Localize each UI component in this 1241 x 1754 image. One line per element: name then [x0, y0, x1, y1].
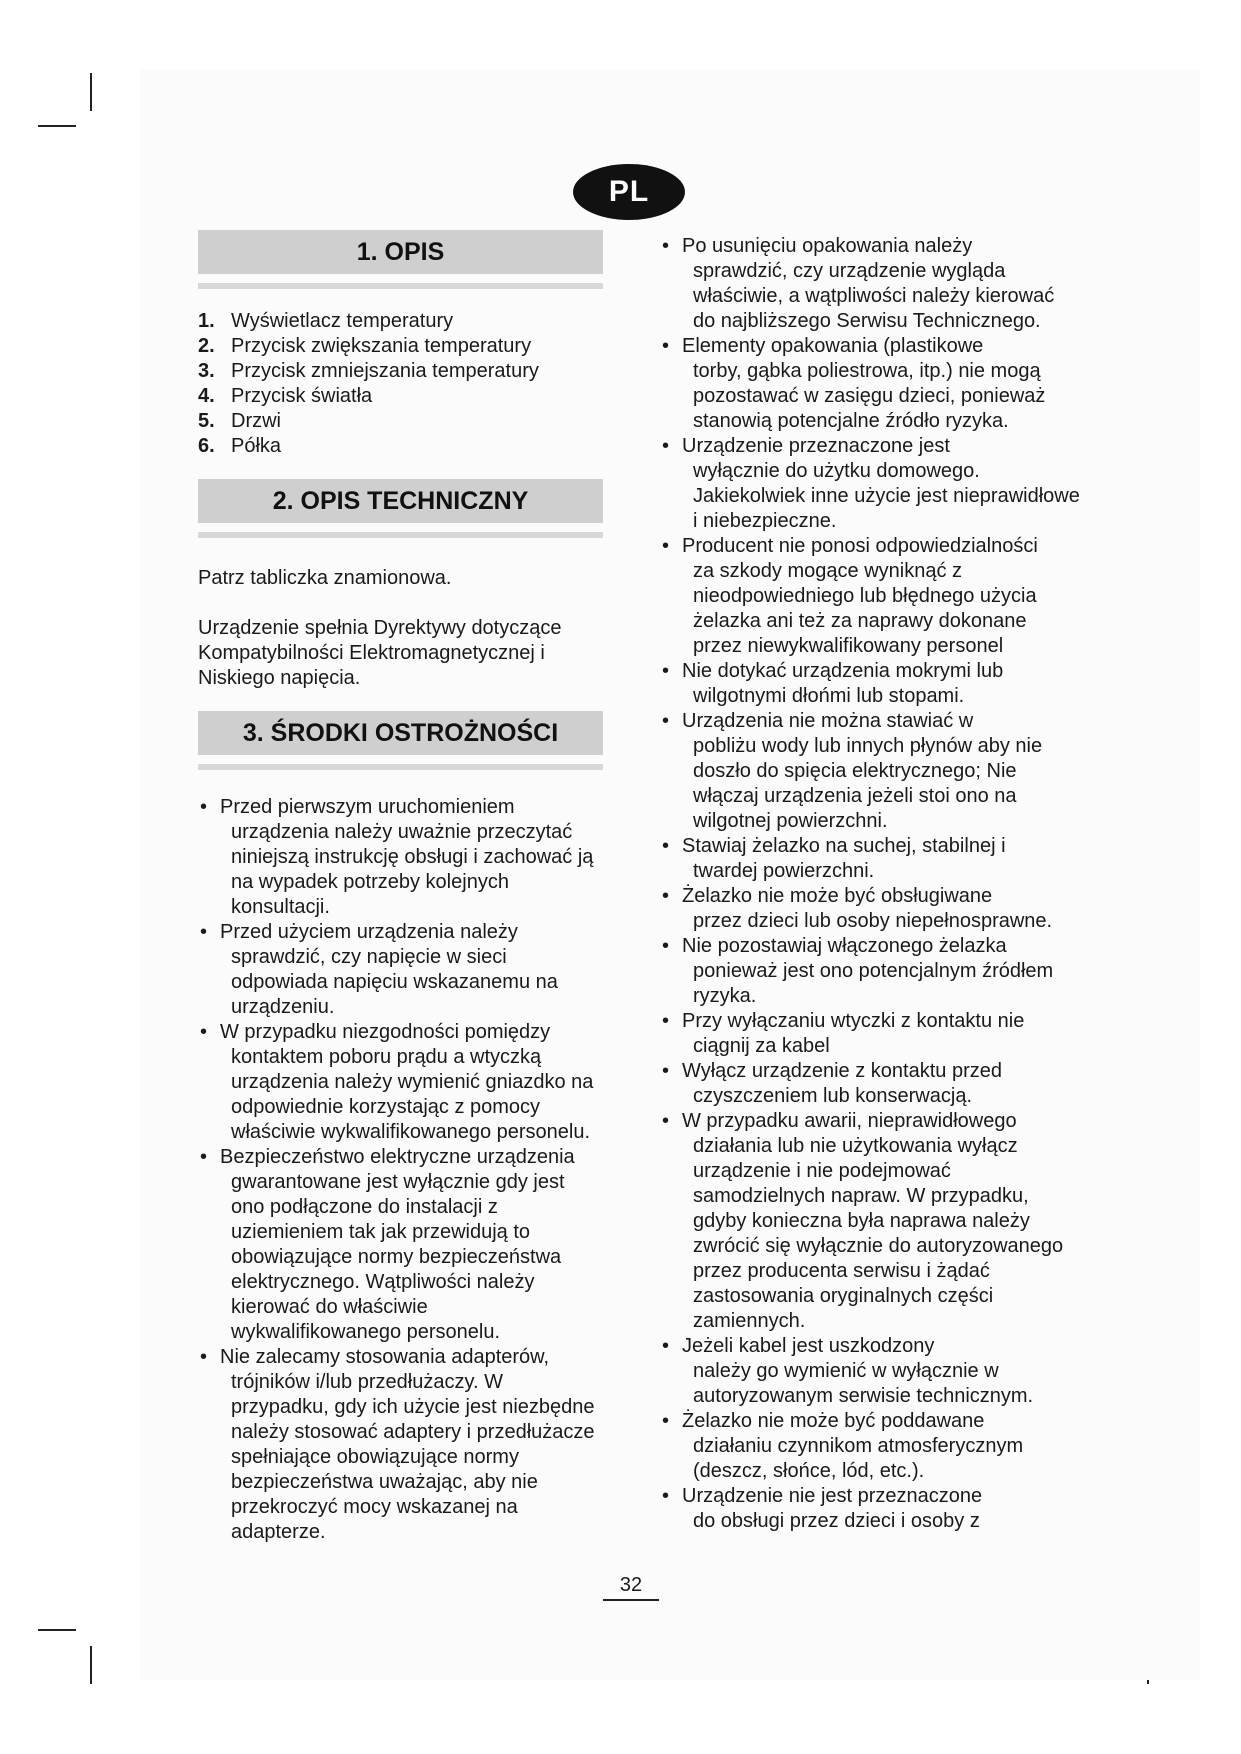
bullet-text: torby, gąbka poliestrowa, itp.) nie mogą pozostawać w zasięgu dzieci, ponieważ stanowią potencjalne źródło ryzyka. — [693, 360, 1046, 432]
list-item — [660, 1409, 1080, 1484]
list-item — [660, 434, 1080, 534]
list-item — [660, 709, 1080, 834]
section-divider — [198, 764, 603, 770]
bullet-text: działania lub nie użytkowania wyłącz urządzenie i nie podejmować samodzielnych napraw. W przypadku, gdyby konieczna była naprawa należy zwrócić się wyłącznie do autoryzowanego przez producenta serwisu i żądać zastosowania oryginalnych części zamiennych. — [693, 1135, 1064, 1332]
left-column — [198, 230, 603, 1545]
list-label: Drzwi — [231, 410, 281, 432]
directives-paragraph: Urządzenie spełnia Dyrektywy dotyczące Kompatybilności Elektromagnetycznej i Niskiego napięcia. — [198, 617, 562, 689]
bullet-text: kontaktem poboru prądu a wtyczką urządzenia należy wymienić gniazdko na odpowiednie korzystając z pomocy właściwie wykwalifikowanego personelu. — [231, 1046, 594, 1143]
section-divider — [198, 532, 603, 538]
list-item — [660, 1009, 1080, 1059]
bullet-text: przez dzieci lub osoby niepełnosprawne. — [693, 910, 1053, 932]
bullet-first-line: Nie dotykać urządzenia mokrymi lub — [682, 660, 1004, 682]
list-item — [198, 384, 603, 409]
bullet-text: wilgotnymi dłońmi lub stopami. — [693, 685, 965, 707]
parts-list — [198, 309, 603, 459]
bullet-first-line: Elementy opakowania (plastikowe — [682, 335, 984, 357]
list-label: Przycisk światła — [231, 385, 373, 407]
list-number: 2. — [198, 335, 215, 357]
bullet-text: sprawdzić, czy urządzenie wygląda właściwie, a wątpliwości należy kierować do najbliższego Serwisu Technicznego. — [693, 260, 1055, 332]
bullet-text: należy go wymienić w wyłącznie w autoryzowanym serwisie technicznym. — [693, 1360, 1034, 1407]
bullet-text: twardej powierzchni. — [693, 860, 875, 882]
list-item — [660, 1109, 1080, 1334]
bullet-first-line: W przypadku awarii, nieprawidłowego — [682, 1110, 1017, 1132]
list-item — [198, 309, 603, 334]
bullet-first-line: Urządzenia nie można stawiać w — [682, 710, 974, 732]
bullet-first-line: Przy wyłączaniu wtyczki z kontaktu nie — [682, 1010, 1025, 1032]
crop-mark — [38, 1629, 76, 1631]
list-item — [660, 884, 1080, 934]
list-label: Przycisk zwiększania temperatury — [231, 335, 532, 357]
list-number: 1. — [198, 310, 215, 332]
list-item — [198, 1345, 603, 1545]
bullet-first-line: Żelazko nie może być obsługiwane — [682, 885, 993, 907]
bullet-first-line: Bezpieczeństwo elektryczne urządzenia — [220, 1146, 575, 1168]
right-column — [660, 234, 1080, 1534]
bullet-first-line: Producent nie ponosi odpowiedzialności — [682, 535, 1038, 557]
list-item — [660, 1484, 1080, 1534]
bullet-text: ciągnij za kabel — [693, 1035, 830, 1057]
page-number: 32 — [603, 1574, 659, 1601]
bullet-text: czyszczeniem lub konserwacją. — [693, 1085, 972, 1107]
list-item — [660, 534, 1080, 659]
list-item — [198, 795, 603, 920]
list-item — [660, 334, 1080, 434]
list-item — [198, 334, 603, 359]
list-label: Przycisk zmniejszania temperatury — [231, 360, 539, 382]
list-item — [198, 1020, 603, 1145]
bullet-first-line: Urządzenie nie jest przeznaczone — [682, 1485, 983, 1507]
precautions-list-right — [660, 234, 1080, 1534]
bullet-text: do obsługi przez dzieci i osoby z — [693, 1510, 980, 1532]
section-heading-srodki: 3. ŚRODKI OSTROŻNOŚCI — [198, 711, 603, 755]
crop-mark — [90, 1646, 92, 1684]
bullet-first-line: Nie zalecamy stosowania adapterów, — [220, 1346, 550, 1368]
bullet-text: wyłącznie do użytku domowego. Jakiekolwiek inne użycie jest nieprawidłowe i niebezpieczne. — [693, 460, 1080, 532]
precautions-list-left — [198, 795, 603, 1545]
bullet-text: sprawdzić, czy napięcie w sieci odpowiada napięciu wskazanemu na urządzeniu. — [231, 946, 558, 1018]
list-item — [660, 1059, 1080, 1109]
bullet-first-line: Wyłącz urządzenie z kontaktu przed — [682, 1060, 1002, 1082]
list-item — [660, 1334, 1080, 1409]
bullet-first-line: Przed użyciem urządzenia należy — [220, 921, 518, 943]
list-item — [198, 359, 603, 384]
bullet-first-line: Przed pierwszym uruchomieniem — [220, 796, 515, 818]
list-number: 3. — [198, 360, 215, 382]
list-item — [660, 834, 1080, 884]
bullet-text: pobliżu wody lub innych płynów aby nie doszło do spięcia elektrycznego; Nie włączaj urządzenia jeżeli stoi ono na wilgotnej powierzchni. — [693, 735, 1043, 832]
section-heading-opis: 1. OPIS — [198, 230, 603, 274]
list-number: 5. — [198, 410, 215, 432]
bullet-text: za szkody mogące wyniknąć z nieodpowiedniego lub błędnego użycia żelazka ani też za naprawy dokonane przez niewykwalifikowany personel — [693, 560, 1037, 657]
list-item — [660, 234, 1080, 334]
list-label: Półka — [231, 435, 282, 457]
bullet-first-line: Nie pozostawiaj włączonego żelazka — [682, 935, 1007, 957]
bullet-text: gwarantowane jest wyłącznie gdy jest ono podłączone do instalacji z uziemieniem tak jak przewidują to obowiązujące normy bezpieczeństwa elektrycznego. Wątpliwości należy kierować do właściwie wykwalifikowanego personelu. — [231, 1171, 565, 1343]
list-item — [660, 934, 1080, 1009]
list-item — [198, 409, 603, 434]
list-item — [198, 920, 603, 1020]
list-label: Wyświetlacz temperatury — [231, 310, 454, 332]
bullet-first-line: Żelazko nie może być poddawane — [682, 1410, 985, 1432]
section-divider — [198, 283, 603, 289]
crop-mark — [38, 125, 76, 127]
section-heading-opis-techniczny: 2. OPIS TECHNICZNY — [198, 479, 603, 523]
bullet-first-line: Stawiaj żelazko na suchej, stabilnej i — [682, 835, 1006, 857]
bullet-first-line: W przypadku niezgodności pomiędzy — [220, 1021, 551, 1043]
bullet-first-line: Po usunięciu opakowania należy — [682, 235, 973, 257]
list-item — [660, 659, 1080, 709]
bullet-first-line: Urządzenie przeznaczone jest — [682, 435, 950, 457]
bullet-text: działaniu czynnikom atmosferycznym (deszcz, słońce, lód, etc.). — [693, 1435, 1024, 1482]
crop-mark — [90, 73, 92, 111]
bullet-text: trójników i/lub przedłużaczy. W przypadku, gdy ich użycie jest niezbędne należy stosować adaptery i przedłużacze spełniające obowiązujące normy bezpieczeństwa uważając, aby nie przekroczyć mocy wskazanej na adapterze. — [231, 1371, 595, 1543]
bullet-first-line: Jeżeli kabel jest uszkodzony — [682, 1335, 935, 1357]
list-number: 4. — [198, 385, 215, 407]
bullet-text: urządzenia należy uważnie przeczytać niniejszą instrukcję obsługi i zachować ją na wypadek potrzeby kolejnych konsultacji. — [231, 821, 594, 918]
bullet-text: ponieważ jest ono potencjalnym źródłem ryzyka. — [693, 960, 1054, 1007]
list-item — [198, 434, 603, 459]
language-badge: PL — [573, 164, 685, 220]
list-number: 6. — [198, 435, 215, 457]
technical-paragraph: Patrz tabliczka znamionowa. — [198, 567, 452, 589]
list-item — [198, 1145, 603, 1345]
